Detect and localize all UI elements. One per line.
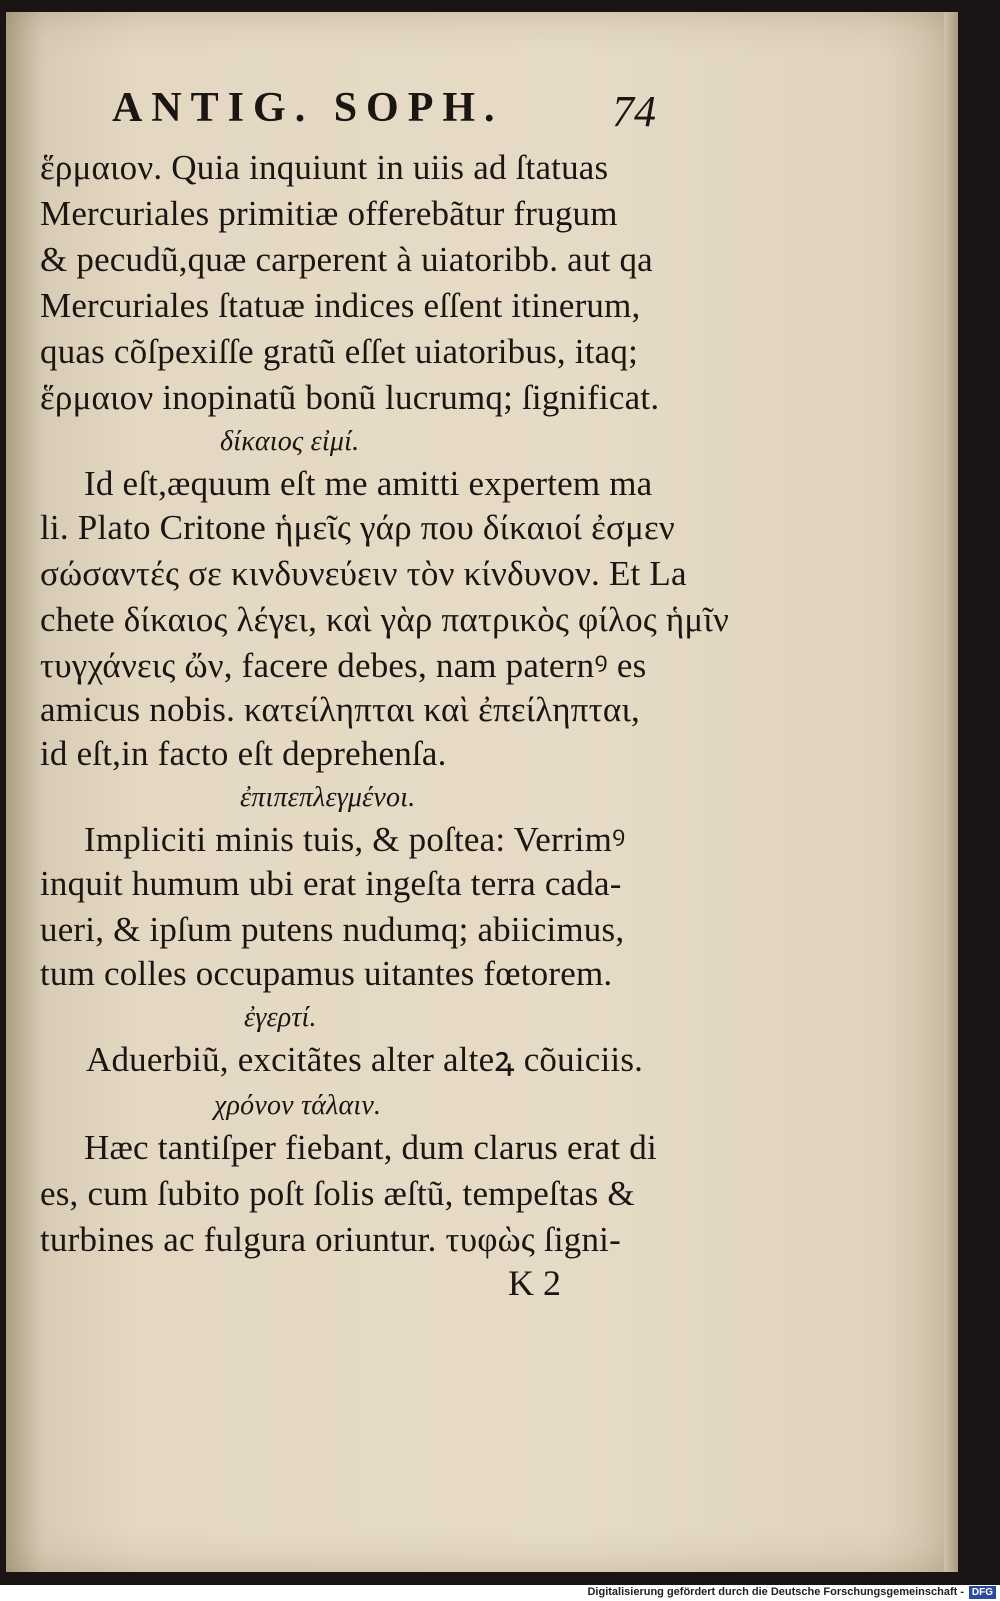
text-line: ἕρμαιον inopinatũ bonũ lucrumq; ſignificat. <box>40 378 660 417</box>
lemma-heading: ἐγερτί. <box>244 1002 317 1033</box>
text-line: turbines ac fulgura oriuntur. τυφὼς ſigni- <box>40 1220 621 1259</box>
text-line: Mercuriales ſtatuæ indices eſſent itinerum, <box>40 286 641 325</box>
lemma-heading: δίκαιος εἰμί. <box>220 426 360 457</box>
text-line: ἕρμαιον. Quia inquiunt in uiis ad ſtatuas <box>40 148 609 187</box>
text-line: σώσαντές σε κινδυνεύειν τὸν κίνδυνον. Et La <box>40 554 687 593</box>
text-line: ueri, & ipſum putens nudumq; abiicimus, <box>40 910 625 949</box>
text-line: inquit humum ubi erat ingeſta terra cada- <box>40 864 622 903</box>
dfg-logo: DFG <box>969 1586 996 1599</box>
text-line: id eſt,in facto eſt deprehenſa. <box>40 734 447 773</box>
text-line: Hæc tantiſper fiebant, dum clarus erat di <box>84 1128 657 1167</box>
lemma-heading: ἐπιπεπλεγμένοι. <box>240 782 416 813</box>
text-line: & pecudũ,quæ carperent à uiatoribb. aut qa <box>40 240 653 279</box>
text-line: li. Plato Critone ἡμεῖς γάρ που δίκαιοί ἐσμεν <box>40 508 675 547</box>
text-line: amicus nobis. κατείληπται καὶ ἐπείληπται, <box>40 690 641 729</box>
signature-mark: K 2 <box>508 1263 561 1303</box>
lemma-heading: χρόνον τάλαιν. <box>214 1090 382 1121</box>
text-line: es, cum ſubito poſt ſolis æſtũ, tempeſtas & <box>40 1174 635 1213</box>
text-line: tum colles occupamus uitantes fœtorem. <box>40 954 613 993</box>
footer-credit: Digitalisierung gefördert durch die Deutsche Forschungsgemeinschaft - <box>587 1586 964 1598</box>
running-title: ANTIG. SOPH. <box>112 85 504 131</box>
text-line: Aduerbiũ, excitãtes alter alteꝝ cõuiciis. <box>86 1040 644 1079</box>
text-line: Impliciti minis tuis, & poſtea: Verrimꝰ <box>84 820 626 859</box>
text-line: τυγχάνεις ὤν, facere debes, nam paternꝰ es <box>40 646 647 685</box>
text-line: chete δίκαιος λέγει, καὶ γὰρ πατρικὸς φίλος ἡμῖν <box>40 600 729 639</box>
text-line: Id eſt,æquum eſt me amitti expertem ma <box>84 464 653 503</box>
page-number: 74 <box>612 87 656 136</box>
text-line: Mercuriales primitiæ offerebãtur frugum <box>40 194 618 233</box>
page-edge <box>944 12 958 1572</box>
text-line: quas cõſpexiſſe gratũ eſſet uiatoribus, itaq; <box>40 332 639 371</box>
